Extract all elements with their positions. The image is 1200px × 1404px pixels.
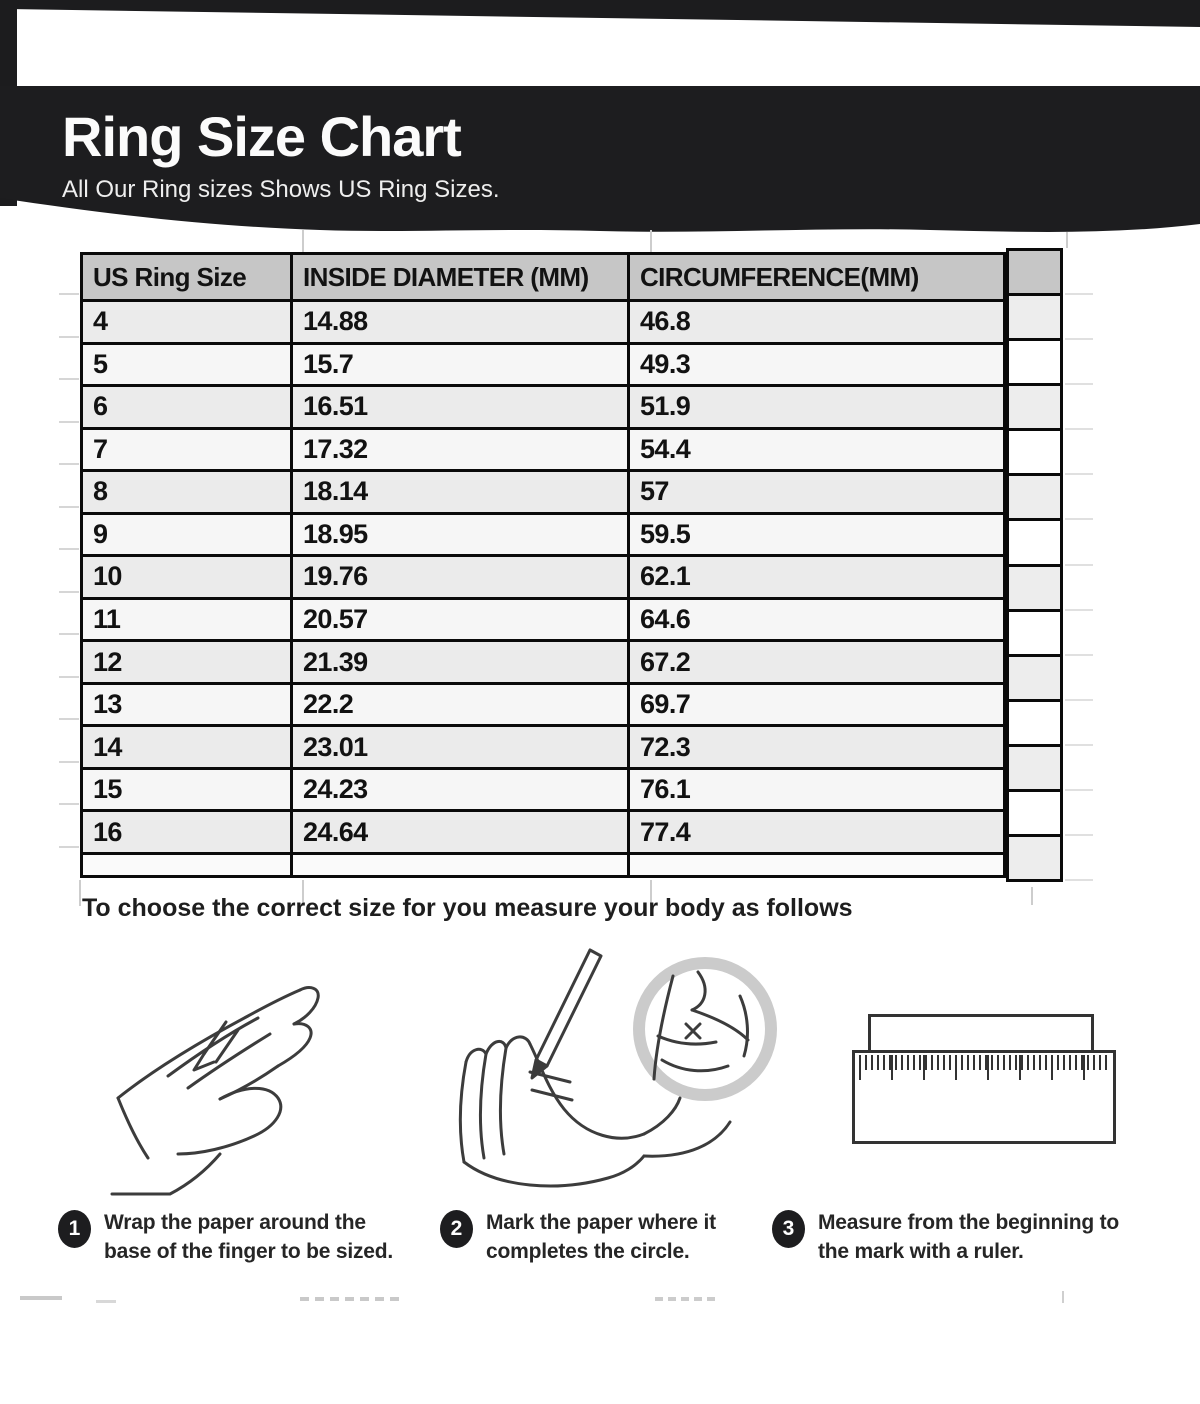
step-1-line2: base of the finger to be sized. xyxy=(104,1240,394,1264)
column-header-circumference: CIRCUMFERENCE(MM) xyxy=(630,255,1003,299)
ghost-cell xyxy=(1009,251,1060,296)
cell-inside-diameter: 22.2 xyxy=(293,685,630,725)
gridline-artifact xyxy=(79,880,81,906)
ghost-cell xyxy=(1009,702,1060,747)
scan-artifact xyxy=(96,1300,116,1303)
gridline-artifact xyxy=(1031,887,1033,905)
table-row xyxy=(83,812,1003,855)
ruler-illustration xyxy=(852,1050,1116,1144)
cell-us-ring-size: 4 xyxy=(83,302,293,342)
table-row xyxy=(83,430,1003,473)
column-header-inside-diameter: INSIDE DIAMETER (MM) xyxy=(293,255,630,299)
step-2-text xyxy=(486,1208,716,1267)
step-2 xyxy=(440,1208,716,1267)
column-header-us-ring-size: US Ring Size xyxy=(83,255,293,299)
table-header-row xyxy=(83,255,1003,302)
step-3-text xyxy=(818,1208,1119,1267)
cell-circumference: 46.8 xyxy=(630,302,1003,342)
cell-inside-diameter: 19.76 xyxy=(293,557,630,597)
step-1-line1: Wrap the paper around the xyxy=(104,1211,366,1234)
table-row xyxy=(83,302,1003,345)
cell-inside-diameter: 21.39 xyxy=(293,642,630,682)
table-row xyxy=(83,557,1003,600)
cell-us-ring-size: 16 xyxy=(83,812,293,852)
ghost-cell xyxy=(1009,476,1060,521)
cell-us-ring-size: 13 xyxy=(83,685,293,725)
page-title: Ring Size Chart xyxy=(62,105,461,168)
cell-us-ring-size: 11 xyxy=(83,600,293,640)
empty-cell xyxy=(630,855,1003,875)
cell-inside-diameter: 18.14 xyxy=(293,472,630,512)
table-row xyxy=(83,515,1003,558)
ring-size-table xyxy=(80,252,1006,878)
cell-inside-diameter: 20.57 xyxy=(293,600,630,640)
cell-inside-diameter: 23.01 xyxy=(293,727,630,767)
table-row xyxy=(83,387,1003,430)
cell-us-ring-size: 7 xyxy=(83,430,293,470)
cell-inside-diameter: 24.64 xyxy=(293,812,630,852)
ghost-cell xyxy=(1009,837,1060,879)
table-row xyxy=(83,600,1003,643)
cell-circumference: 49.3 xyxy=(630,345,1003,385)
cell-us-ring-size: 14 xyxy=(83,727,293,767)
step-3-line2: the mark with a ruler. xyxy=(818,1240,1024,1264)
step-2-badge: 2 xyxy=(440,1210,473,1248)
gridline-artifact xyxy=(650,230,652,252)
step-3 xyxy=(772,1208,1119,1267)
scan-artifact xyxy=(300,1297,400,1301)
cell-circumference: 64.6 xyxy=(630,600,1003,640)
step-2-line2: completes the circle. xyxy=(486,1240,690,1264)
hand-with-paper-strip-illustration xyxy=(108,958,363,1198)
cell-circumference: 57 xyxy=(630,472,1003,512)
step-3-line1: Measure from the beginning to xyxy=(818,1211,1120,1234)
ghost-cell xyxy=(1009,341,1060,386)
ghost-cell xyxy=(1009,657,1060,702)
top-black-bar xyxy=(0,0,1200,27)
empty-cell xyxy=(293,855,630,875)
cell-inside-diameter: 14.88 xyxy=(293,302,630,342)
scan-artifact xyxy=(1062,1291,1064,1303)
cell-us-ring-size: 5 xyxy=(83,345,293,385)
ghost-cell xyxy=(1009,296,1060,341)
ghost-cell xyxy=(1009,431,1060,476)
hand-marking-pencil-illustration xyxy=(448,944,803,1206)
spreadsheet-ghost-column xyxy=(1006,248,1063,882)
cell-us-ring-size: 15 xyxy=(83,770,293,810)
cell-us-ring-size: 10 xyxy=(83,557,293,597)
empty-cell xyxy=(83,855,293,875)
cell-us-ring-size: 9 xyxy=(83,515,293,555)
table-row xyxy=(83,642,1003,685)
cell-circumference: 54.4 xyxy=(630,430,1003,470)
ghost-cell xyxy=(1009,612,1060,657)
gridline-artifact xyxy=(302,230,304,252)
cell-us-ring-size: 6 xyxy=(83,387,293,427)
table-row xyxy=(83,345,1003,388)
cell-inside-diameter: 24.23 xyxy=(293,770,630,810)
step-3-badge: 3 xyxy=(772,1210,805,1248)
cell-circumference: 69.7 xyxy=(630,685,1003,725)
step-1-text xyxy=(104,1208,393,1267)
measure-heading: To choose the correct size for you measure your body as follows xyxy=(82,894,853,922)
table-row xyxy=(83,770,1003,813)
cell-circumference: 72.3 xyxy=(630,727,1003,767)
gridline-artifact xyxy=(1066,232,1068,248)
cell-us-ring-size: 8 xyxy=(83,472,293,512)
cell-circumference: 77.4 xyxy=(630,812,1003,852)
step-2-line1: Mark the paper where it xyxy=(486,1211,716,1234)
ghost-cell xyxy=(1009,521,1060,566)
table-empty-row xyxy=(83,855,1003,875)
scan-artifact xyxy=(20,1296,62,1300)
table-row xyxy=(83,685,1003,728)
cell-circumference: 59.5 xyxy=(630,515,1003,555)
step-1 xyxy=(58,1208,393,1267)
cell-circumference: 76.1 xyxy=(630,770,1003,810)
ghost-cell xyxy=(1009,747,1060,792)
cell-inside-diameter: 17.32 xyxy=(293,430,630,470)
table-row xyxy=(83,472,1003,515)
page-subtitle: All Our Ring sizes Shows US Ring Sizes. xyxy=(62,176,500,203)
scan-artifact xyxy=(655,1297,717,1301)
ruler-tall-ticks xyxy=(859,1055,1109,1080)
step-1-badge: 1 xyxy=(58,1210,91,1248)
cell-circumference: 51.9 xyxy=(630,387,1003,427)
cell-inside-diameter: 18.95 xyxy=(293,515,630,555)
cell-us-ring-size: 12 xyxy=(83,642,293,682)
cell-circumference: 62.1 xyxy=(630,557,1003,597)
ghost-cell xyxy=(1009,386,1060,431)
cell-inside-diameter: 16.51 xyxy=(293,387,630,427)
cell-inside-diameter: 15.7 xyxy=(293,345,630,385)
table-row xyxy=(83,727,1003,770)
cell-circumference: 67.2 xyxy=(630,642,1003,682)
ghost-cell xyxy=(1009,792,1060,837)
ghost-cell xyxy=(1009,567,1060,612)
